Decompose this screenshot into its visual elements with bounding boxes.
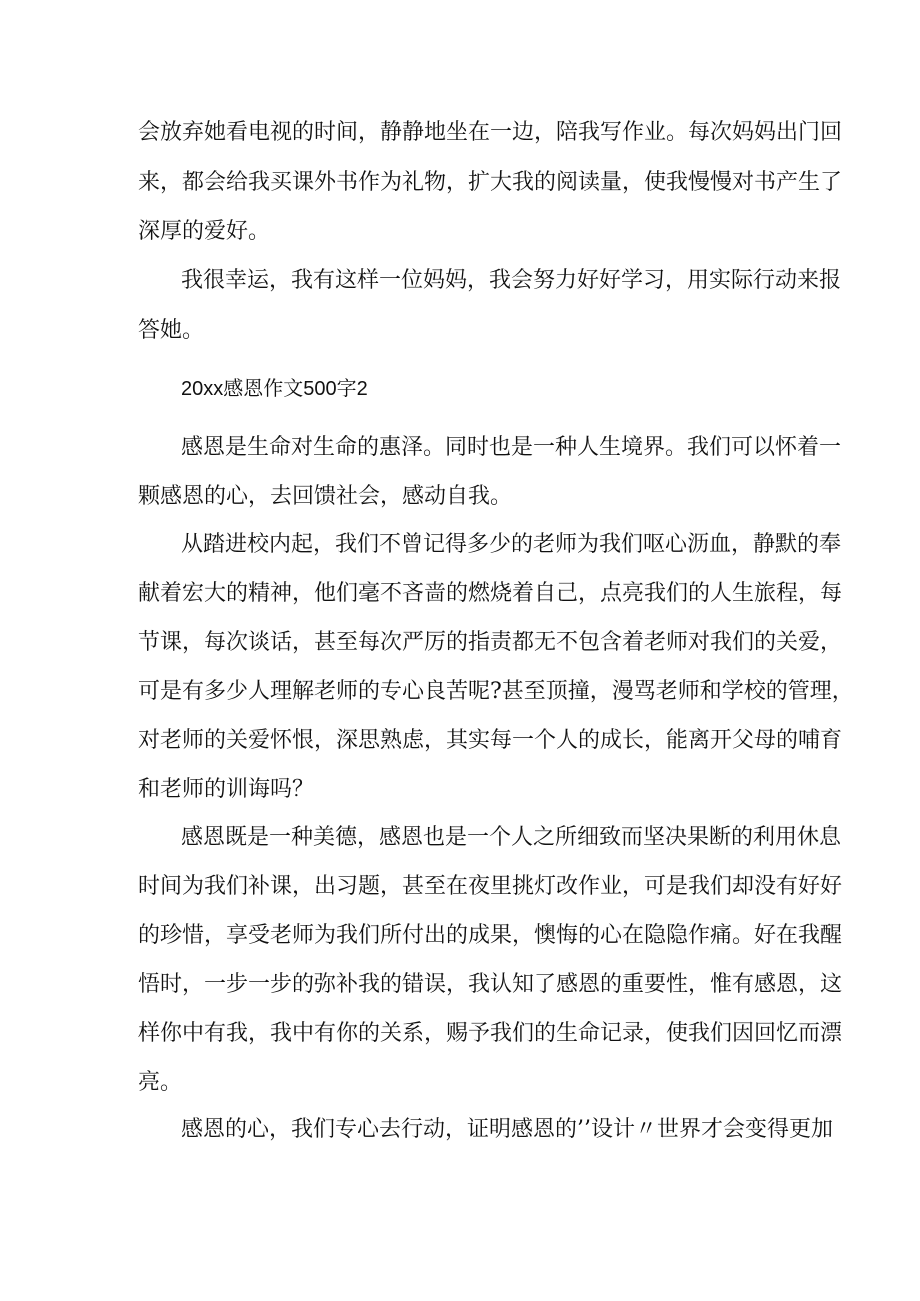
paragraph-line: 对老师的关爱怀恨，深思熟虑，其实每一个人的成长，能离开父母的哺育: [138, 728, 843, 753]
section-heading: 20xx感恩作文500字2: [181, 378, 368, 400]
paragraph-line: 悟时，一步一步的弥补我的错误，我认知了感恩的重要性，惟有感恩，这: [138, 972, 843, 997]
paragraph-line: 颗感恩的心，去回馈社会，感动自我。: [138, 484, 513, 509]
paragraph-line: 答她。: [138, 318, 205, 343]
paragraph-line: 感恩既是一种美德，感恩也是一个人之所细致而坚决果断的利用休息: [181, 825, 842, 850]
paragraph-line: 亮。: [138, 1070, 183, 1095]
paragraph-line: 来，都会给我买课外书作为礼物，扩大我的阅读量，使我慢慢对书产生了: [138, 170, 843, 195]
paragraph-line: 会放弃她看电视的时间，静静地坐在一边，陪我写作业。每次妈妈出门回: [138, 120, 843, 145]
paragraph-line: 感恩的心，我们专心去行动，证明感恩的’’设计〃世界才会变得更加: [181, 1117, 833, 1142]
paragraph-line: 深厚的爱好。: [138, 219, 271, 244]
paragraph-line: 我很幸运，我有这样一位妈妈，我会努力好好学习，用实际行动来报: [181, 268, 842, 293]
paragraph-line: 时间为我们补课，出习题，甚至在夜里挑灯改作业，可是我们却没有好好: [138, 874, 843, 899]
paragraph-line: 从踏进校内起，我们不曾记得多少的老师为我们呕心沥血，静默的奉: [181, 532, 842, 557]
paragraph-line: 样你中有我，我中有你的关系，赐予我们的生命记录，使我们因回忆而漂: [138, 1021, 843, 1046]
paragraph-line: 可是有多少人理解老师的专心良苦呢?甚至顶撞，漫骂老师和学校的管理，: [138, 679, 854, 704]
paragraph-line: 的珍惜，享受老师为我们所付出的成果，懊悔的心在隐隐作痛。好在我醒: [138, 923, 843, 948]
paragraph-line: 献着宏大的精神，他们毫不吝啬的燃烧着自己，点亮我们的人生旅程，每: [138, 581, 843, 606]
paragraph-line: 和老师的训诲吗？: [138, 777, 315, 802]
paragraph-line: 节课，每次谈话，甚至每次严厉的指责都无不包含着老师对我们的关爱，: [138, 630, 843, 655]
paragraph-line: 感恩是生命对生命的惠泽。同时也是一种人生境界。我们可以怀着一: [181, 435, 842, 460]
